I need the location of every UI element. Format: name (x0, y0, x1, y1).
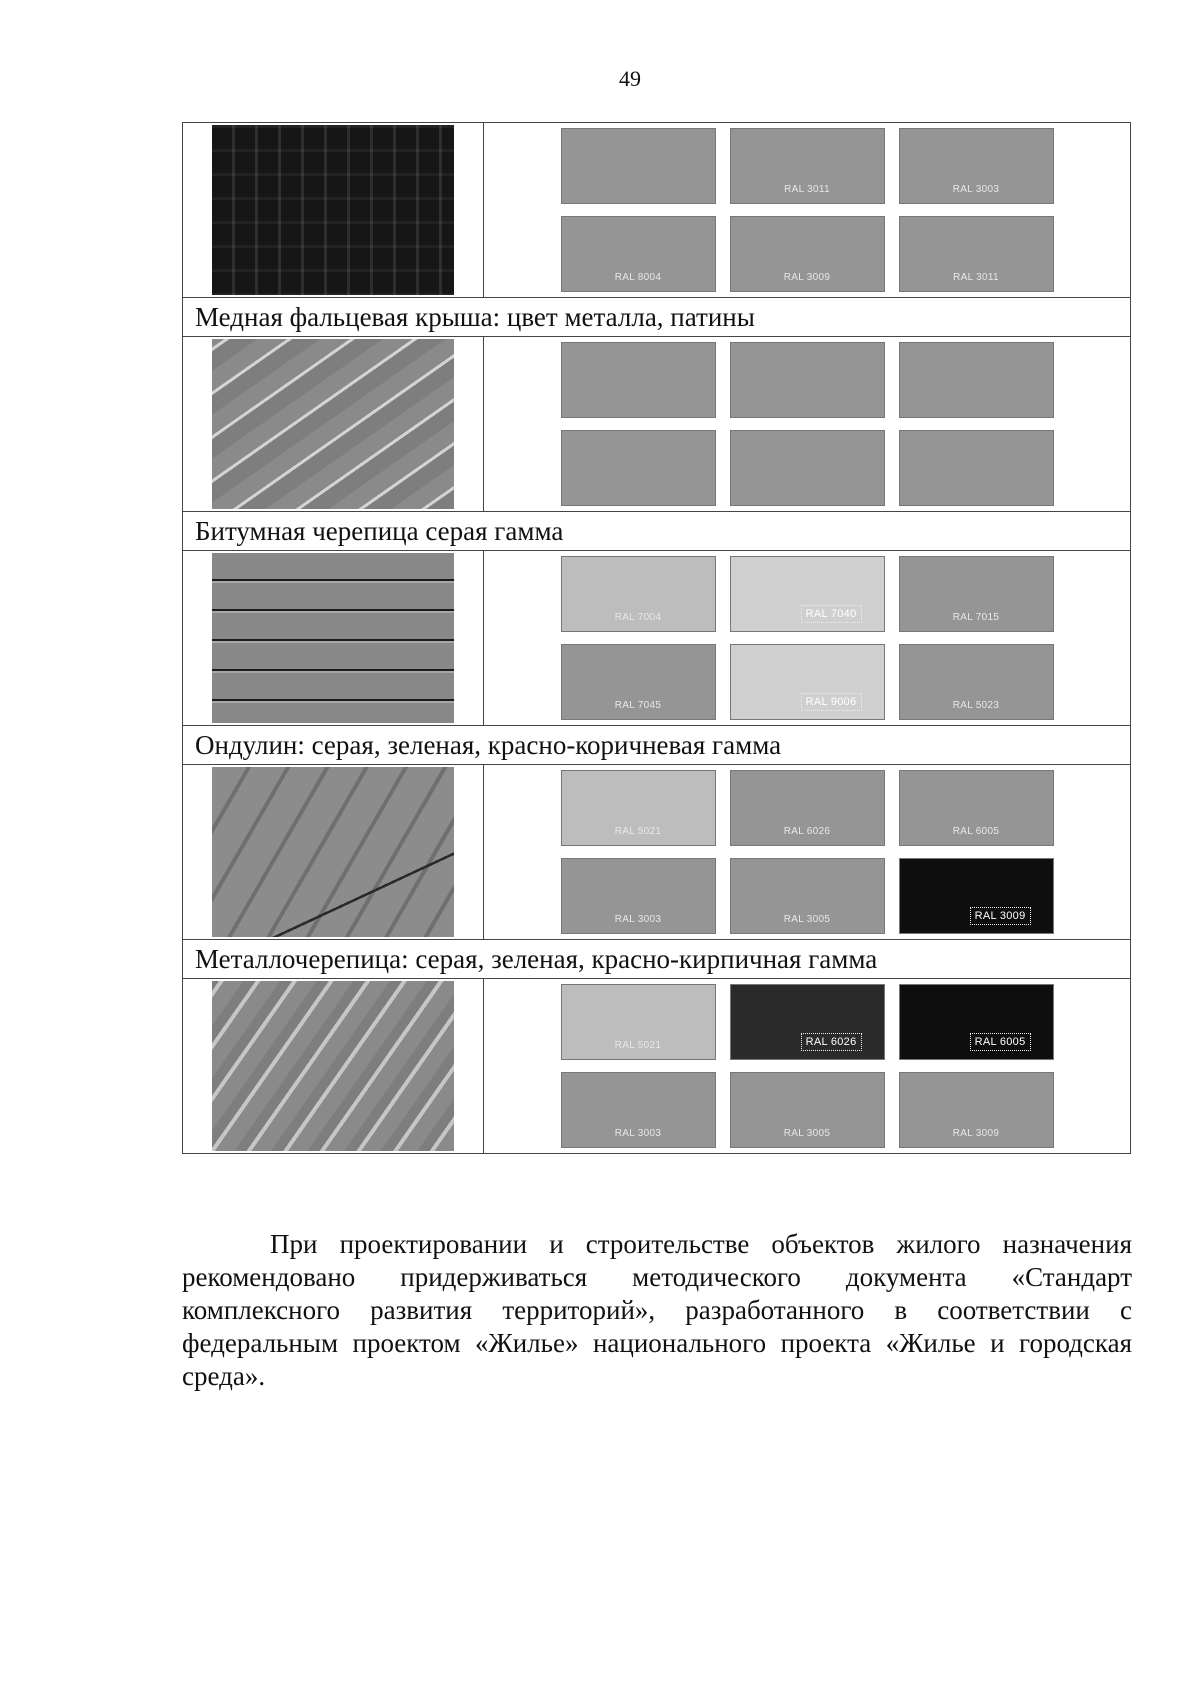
swatch-label: RAL 7045 (614, 700, 662, 711)
swatch-grid (484, 551, 1130, 725)
swatch-label: RAL 6026 (783, 826, 831, 837)
swatch-label: RAL 7004 (614, 612, 662, 623)
table-row (183, 337, 1131, 512)
table-row (183, 726, 1131, 765)
photo-cell (183, 551, 484, 726)
table-row (183, 298, 1131, 337)
color-swatch (561, 216, 716, 292)
swatch-grid (484, 979, 1130, 1153)
table-row (183, 551, 1131, 726)
swatch-label: RAL 6026 (801, 1033, 862, 1051)
roofing-color-table (182, 122, 1131, 1154)
color-swatch (561, 858, 716, 934)
swatch-label: RAL 6005 (970, 1033, 1031, 1051)
table-row (183, 512, 1131, 551)
color-swatch (899, 216, 1054, 292)
table-row (183, 765, 1131, 940)
color-swatch (561, 342, 716, 418)
swatch-label: RAL 3005 (783, 914, 831, 925)
swatch-label: RAL 3009 (783, 272, 831, 283)
color-swatch (730, 858, 885, 934)
color-swatch (899, 556, 1054, 632)
color-swatch (561, 1072, 716, 1148)
swatch-label: RAL 3003 (952, 184, 1000, 195)
table-row (183, 940, 1131, 979)
swatch-label: RAL 3003 (614, 914, 662, 925)
color-swatch (561, 128, 716, 204)
copper-seam-roof-photo (212, 125, 454, 295)
photo-cell (183, 123, 484, 298)
color-swatch (899, 770, 1054, 846)
color-swatch (561, 770, 716, 846)
swatch-label: RAL 7015 (952, 612, 1000, 623)
table-row (183, 123, 1131, 298)
color-swatch (899, 128, 1054, 204)
swatch-cell (484, 979, 1131, 1154)
swatch-label: RAL 8004 (614, 272, 662, 283)
swatch-label: RAL 3005 (783, 1128, 831, 1139)
bitumen-shingle-photo (212, 339, 454, 509)
swatch-cell (484, 765, 1131, 940)
color-swatch (561, 984, 716, 1060)
swatch-label: RAL 9006 (801, 693, 862, 711)
swatch-grid (484, 765, 1130, 939)
swatch-label: RAL 3011 (784, 184, 830, 195)
section-caption: Медная фальцевая крыша: цвет металла, патины (183, 298, 1131, 337)
section-caption: Ондулин: серая, зеленая, красно-коричневая гамма (183, 726, 1131, 765)
swatch-label: RAL 3003 (614, 1128, 662, 1139)
ondulin-photo (212, 553, 454, 723)
color-swatch (899, 644, 1054, 720)
swatch-label: RAL 7040 (801, 605, 862, 623)
metal-tile-alt-photo (212, 981, 454, 1151)
section-caption: Металлочерепица: серая, зеленая, красно-кирпичная гамма (183, 940, 1131, 979)
color-swatch (899, 430, 1054, 506)
color-swatch (730, 430, 885, 506)
color-swatch (561, 644, 716, 720)
swatch-cell (484, 337, 1131, 512)
section-caption: Битумная черепица серая гамма (183, 512, 1131, 551)
swatch-label: RAL 5023 (952, 700, 1000, 711)
color-swatch (730, 644, 885, 720)
swatch-cell (484, 123, 1131, 298)
swatch-label: RAL 5021 (614, 826, 662, 837)
color-swatch (730, 342, 885, 418)
color-swatch (899, 984, 1054, 1060)
color-swatch (730, 128, 885, 204)
body-paragraph: При проектировании и строительстве объектов жилого назначения рекомендовано придерживаться методического документа «Стандарт комплексного развития территорий», разработанного в соответствии с федеральным проектом «Жилье» национального проекта «Жилье и городская среда». (182, 1229, 1132, 1391)
color-swatch (899, 1072, 1054, 1148)
color-swatch (561, 430, 716, 506)
swatch-label: RAL 3009 (970, 907, 1031, 925)
swatch-grid (484, 337, 1130, 511)
swatch-label: RAL 3011 (953, 272, 999, 283)
photo-cell (183, 337, 484, 512)
color-swatch (730, 984, 885, 1060)
page-number: 49 (619, 66, 641, 91)
color-swatch (730, 556, 885, 632)
photo-cell (183, 979, 484, 1154)
color-swatch (899, 858, 1054, 934)
color-swatch (730, 216, 885, 292)
color-swatch (561, 556, 716, 632)
swatch-grid (484, 123, 1130, 297)
swatch-label: RAL 3009 (952, 1128, 1000, 1139)
swatch-cell (484, 551, 1131, 726)
photo-cell (183, 765, 484, 940)
color-swatch (730, 1072, 885, 1148)
color-swatch (730, 770, 885, 846)
swatch-label: RAL 6005 (952, 826, 1000, 837)
metal-tile-photo (212, 767, 454, 937)
color-swatch (899, 342, 1054, 418)
table-row (183, 979, 1131, 1154)
swatch-label: RAL 5021 (614, 1040, 662, 1051)
